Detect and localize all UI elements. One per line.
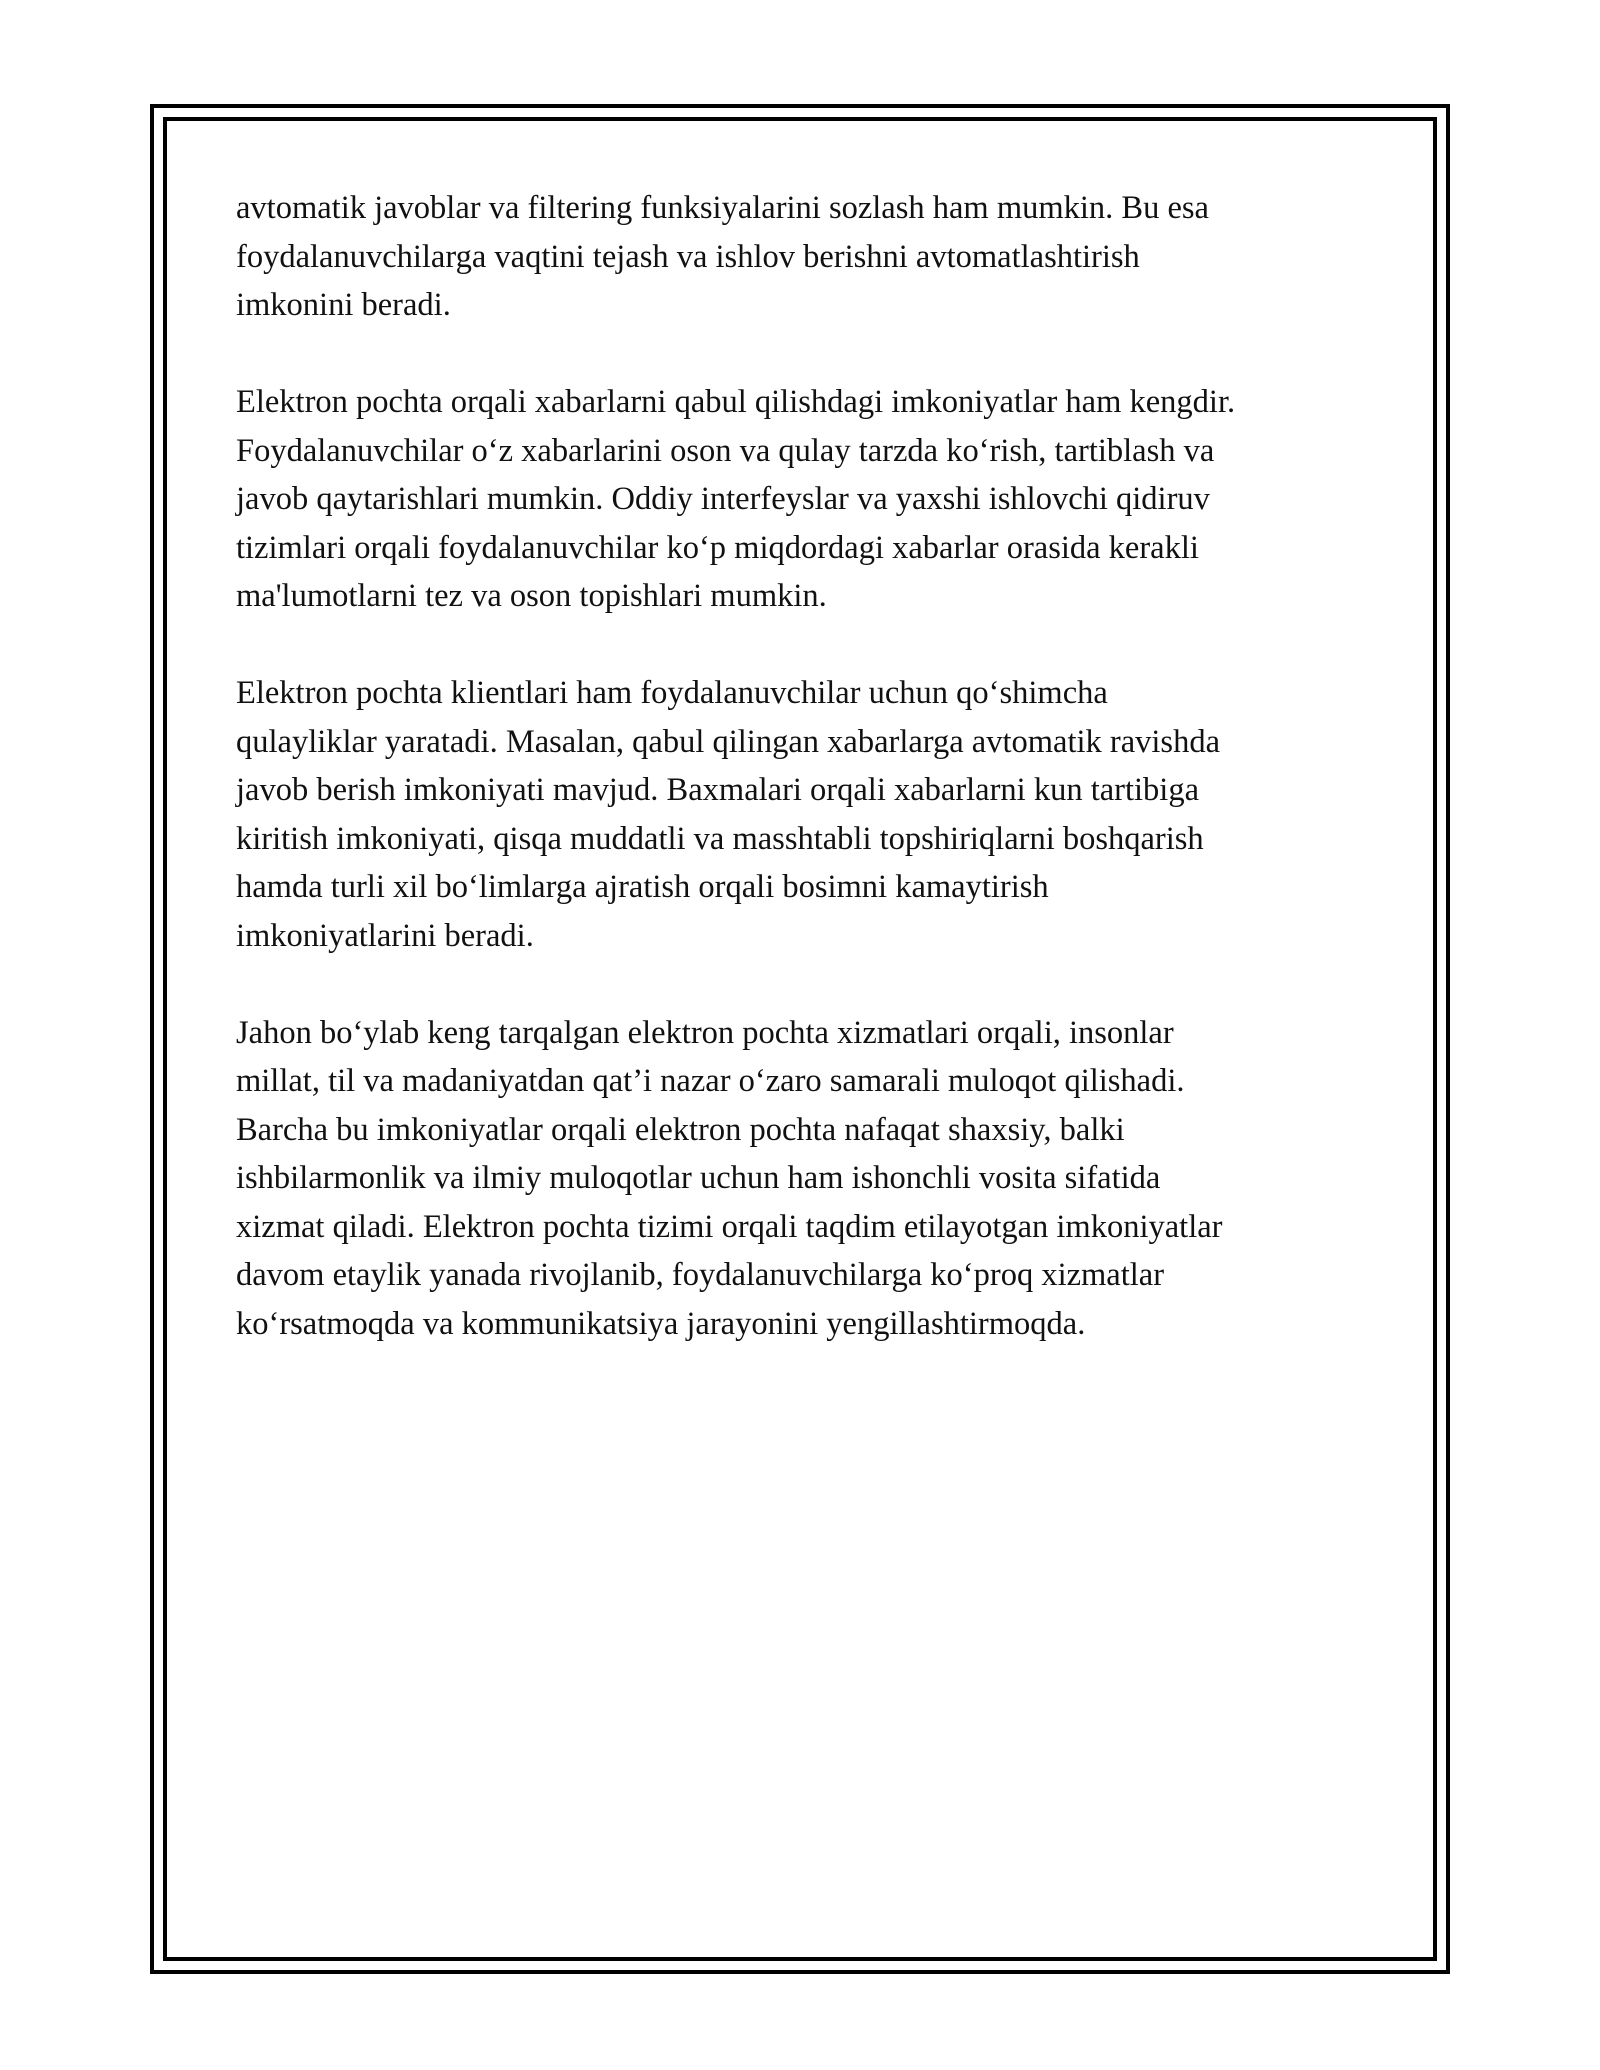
text-line: xizmat qiladi. Elektron pochta tizimi orqali taqdim etilayotgan imkoniyatlar [236,1208,1223,1245]
text-line: javob berish imkoniyati mavjud. Baxmalari orqali xabarlarni kun tartibiga [236,772,1200,808]
text-line: foydalanuvchilarga vaqtini tejash va ishlov berishni avtomatlashtirish [236,238,1140,275]
text-line: javob qaytarishlari mumkin. Oddiy interfeyslar va yaxshi ishlovchi qidiruv [236,481,1210,517]
text-line: avtomatik javoblar va filtering funksiyalarini sozlash ham mumkin. Bu esa [236,190,1209,226]
text-line: Foydalanuvchilar o‘z xabarlarini oson va qulay tarzda ko‘rish, tartiblash va [236,432,1215,469]
text-line: millat, til va madaniyatdan qat’i nazar o‘zaro samarali muloqot qilishadi. [236,1063,1185,1099]
text-line: Elektron pochta orqali xabarlarni qabul qilishdagi imkoniyatlar ham kengdir. [236,384,1236,420]
text-line: Barcha bu imkoniyatlar orqali elektron pochta nafaqat shaxsiy, balki [236,1111,1125,1148]
paragraph-2 [236,378,1386,621]
paragraph-4 [236,1009,1386,1349]
paragraph-3 [236,669,1386,960]
text-line: imkonini beradi. [236,287,451,323]
text-line: ishbilarmonlik va ilmiy muloqotlar uchun ham ishonchli vosita sifatida [236,1160,1161,1196]
text-line: ma'lumotlarni tez va oson topishlari mumkin. [236,578,827,614]
text-line: Jahon bo‘ylab keng tarqalgan elektron pochta xizmatlari orqali, insonlar [236,1014,1174,1051]
text-line: Elektron pochta klientlari ham foydalanuvchilar uchun qo‘shimcha [236,675,1108,711]
text-line: imkoniyatlarini beradi. [236,917,534,954]
document-body [236,184,1386,1397]
text-line: qulayliklar yaratadi. Masalan, qabul qilingan xabarlarga avtomatik ravishda [236,723,1220,760]
text-line: davom etaylik yanada rivojlanib, foydalanuvchilarga ko‘proq xizmatlar [236,1257,1165,1293]
text-line: kiritish imkoniyati, qisqa muddatli va masshtabli topshiriqlarni boshqarish [236,820,1204,857]
paragraph-1 [236,184,1386,330]
text-line: hamda turli xil bo‘limlarga ajratish orqali bosimni kamaytirish [236,869,1049,905]
text-line: ko‘rsatmoqda va kommunikatsiya jarayonini yengillashtirmoqda. [236,1305,1086,1342]
text-line: tizimlari orqali foydalanuvchilar ko‘p miqdordagi xabarlar orasida kerakli [236,529,1199,566]
